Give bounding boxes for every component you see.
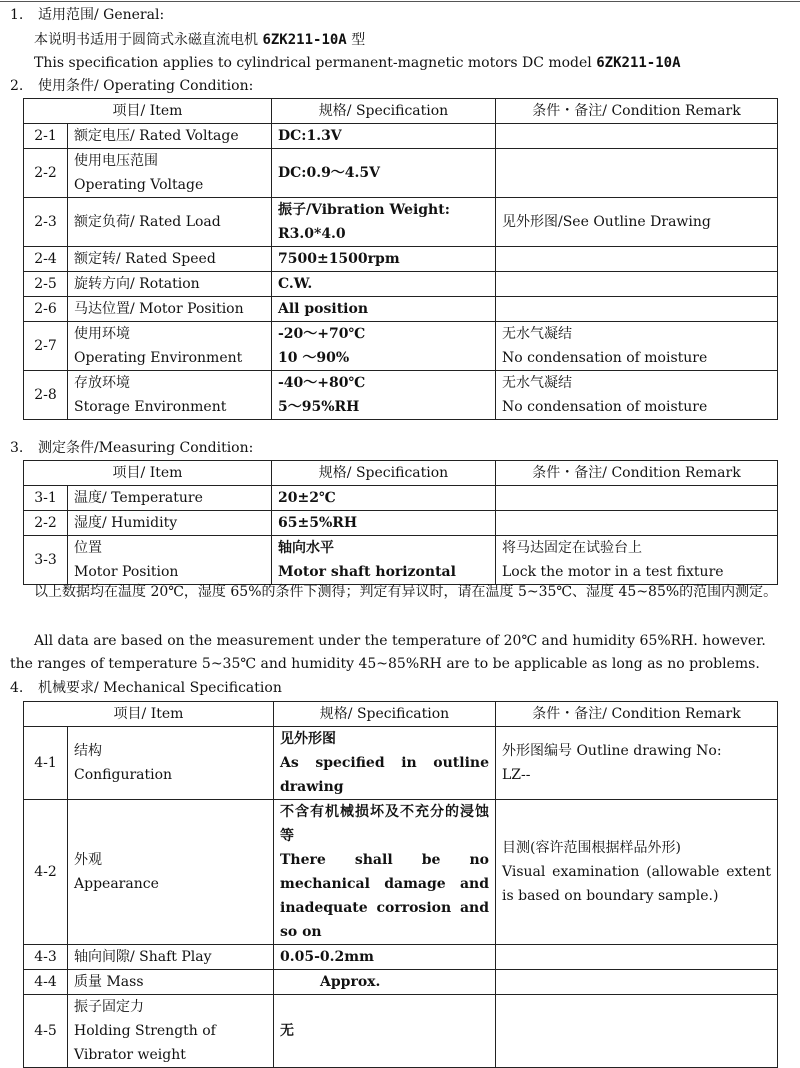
- cell-line: 旋转方向/ Rotation: [74, 276, 200, 292]
- section-4-heading: [10, 678, 282, 698]
- item-cell: [68, 198, 272, 247]
- cell-line: 马达位置/ Motor Position: [74, 301, 244, 317]
- item-cell: [68, 800, 274, 945]
- header-spec: 规格/ Specification: [272, 99, 496, 124]
- cell-line: As specified in outline drawing: [280, 755, 489, 795]
- cell-line: 额定电压/ Rated Voltage: [74, 128, 239, 144]
- item-cell: [68, 272, 272, 297]
- remark-cell: [496, 970, 778, 995]
- remark-cell: [496, 322, 778, 371]
- cell-line: Lock the motor in a test fixture: [502, 564, 724, 580]
- table-row: [24, 970, 778, 995]
- spec-cell: [274, 800, 496, 945]
- table-row: [24, 272, 778, 297]
- section-title: 机械要求/ Mechanical Specification: [38, 680, 282, 696]
- spec-cell: [272, 371, 496, 420]
- row-number-text: 4-1: [34, 755, 57, 771]
- table-row: [24, 371, 778, 420]
- cell-line: -20～+70℃: [278, 326, 366, 342]
- cell-line: Holding Strength of Vibrator weight: [74, 1023, 216, 1063]
- cell-line: 外观: [74, 852, 102, 868]
- spec-cell: [272, 198, 496, 247]
- section-number: 3.: [10, 440, 24, 456]
- remark-cell: [496, 124, 778, 149]
- note-en: All data are based on the measurement under the temperature of 20℃ and humidity 65%RH. however. the ranges of temperature 5~35℃ and humidity 45~85%RH are to be applicable as long as no problems.: [10, 633, 766, 672]
- row-number: [24, 322, 68, 371]
- header-item: 项目/ Item: [24, 702, 274, 727]
- section-1-heading: [10, 5, 164, 25]
- spec-cell: [274, 727, 496, 800]
- spec-cell: [272, 297, 496, 322]
- section-title: 适用范围/ General:: [38, 7, 165, 23]
- header-remark: 条件・备注/ Condition Remark: [496, 702, 778, 727]
- table-body: [24, 727, 778, 1068]
- cell-line: 5～95%RH: [278, 399, 360, 415]
- row-number-text: 4-4: [34, 974, 57, 990]
- spec-cell: [272, 322, 496, 371]
- table-row: [24, 486, 778, 511]
- item-cell: [68, 945, 274, 970]
- remark-cell: [496, 536, 778, 585]
- cell-line: Approx.: [320, 974, 381, 990]
- mechanical-spec-table: [23, 701, 778, 1068]
- cell-line: 额定转/ Rated Speed: [74, 251, 216, 267]
- remark-cell: [496, 995, 778, 1068]
- cell-line: DC:0.9～4.5V: [278, 165, 381, 181]
- cell-line: 质量 Mass: [74, 974, 144, 990]
- row-number-text: 2-8: [34, 387, 57, 403]
- item-cell: [68, 149, 272, 198]
- cell-line: Visual examination (allowable extent is based on boundary sample.): [502, 864, 771, 904]
- top-rule: [0, 1, 800, 2]
- table-header-row: [24, 702, 778, 727]
- row-number-text: 2-1: [34, 128, 57, 144]
- model-number: 6ZK211-10A: [596, 55, 681, 71]
- spec-cell: [274, 945, 496, 970]
- section-title: 使用条件/ Operating Condition:: [38, 78, 254, 94]
- item-cell: [68, 297, 272, 322]
- spec-cell: [272, 511, 496, 536]
- section-number: 1.: [10, 7, 24, 23]
- cell-line: 温度/ Temperature: [74, 490, 203, 506]
- table-header-row: [24, 99, 778, 124]
- spec-cell: [272, 124, 496, 149]
- section-3-heading: [10, 438, 253, 458]
- header-remark: 条件・备注/ Condition Remark: [496, 99, 778, 124]
- header-remark: 条件・备注/ Condition Remark: [496, 461, 778, 486]
- remark-cell: [496, 247, 778, 272]
- cell-line: DC:1.3V: [278, 128, 342, 144]
- row-number-text: 2-4: [34, 251, 57, 267]
- row-number: [24, 371, 68, 420]
- cell-line: 65±5%RH: [278, 515, 358, 531]
- cell-line: 20±2℃: [278, 490, 336, 506]
- section-title: 测定条件/Measuring Condition:: [38, 440, 254, 456]
- cell-line: 振子/Vibration Weight:: [278, 202, 450, 218]
- spec-cell: [272, 486, 496, 511]
- cell-line: 振子固定力: [74, 999, 144, 1015]
- remark-cell: [496, 149, 778, 198]
- row-number-text: 4-3: [34, 949, 57, 965]
- table-row: [24, 322, 778, 371]
- remark-cell: [496, 800, 778, 945]
- table-body: [24, 124, 778, 420]
- spec-cell: [274, 970, 496, 995]
- cell-line: 无水气凝结: [502, 326, 572, 342]
- cell-line: 将马达固定在试验台上: [502, 540, 642, 556]
- cell-line: 无: [280, 1023, 294, 1039]
- note-cn: 以上数据均在温度 20℃，湿度 65%的条件下测得；判定有异议时，请在温度 5~35℃、湿度 45~85%的范围内测定。: [34, 584, 778, 600]
- cell-line: 位置: [74, 540, 102, 556]
- table-body: [24, 486, 778, 585]
- spec-cell: [272, 272, 496, 297]
- item-cell: [68, 486, 272, 511]
- remark-cell: [496, 198, 778, 247]
- cell-line: There shall be no mechanical damage and inadequate corrosion and so on: [280, 852, 489, 940]
- row-number: [24, 198, 68, 247]
- spec-cell: [272, 536, 496, 585]
- row-number-text: 3-3: [34, 552, 57, 568]
- cell-line: Configuration: [74, 767, 173, 783]
- section-1-line-en: [34, 53, 681, 73]
- row-number-text: 4-5: [34, 1023, 57, 1039]
- cell-line: R3.0*4.0: [278, 226, 346, 242]
- table-row: [24, 995, 778, 1068]
- cell-line: 见外形图: [280, 731, 336, 747]
- item-cell: [68, 371, 272, 420]
- row-number: [24, 995, 68, 1068]
- cell-line: 存放环境: [74, 375, 130, 391]
- remark-cell: [496, 945, 778, 970]
- section-number: 4.: [10, 680, 24, 696]
- table-row: [24, 247, 778, 272]
- row-number: [24, 970, 68, 995]
- text: 型: [351, 32, 366, 48]
- cell-line: 不含有机械损坏及不充分的浸蚀等: [280, 804, 489, 844]
- section-number: 2.: [10, 78, 24, 94]
- cell-line: 额定负荷/ Rated Load: [74, 214, 221, 230]
- row-number-text: 2-2: [34, 165, 57, 181]
- cell-line: LZ--: [502, 767, 531, 783]
- item-cell: [68, 970, 274, 995]
- cell-line: Operating Environment: [74, 350, 243, 366]
- table-row: [24, 727, 778, 800]
- remark-cell: [496, 511, 778, 536]
- cell-line: 湿度/ Humidity: [74, 515, 178, 531]
- table-row: [24, 124, 778, 149]
- row-number-text: 2-5: [34, 276, 57, 292]
- row-number: [24, 727, 68, 800]
- item-cell: [68, 995, 274, 1068]
- table-row: [24, 511, 778, 536]
- text: This specification applies to cylindrical permanent-magnetic motors DC model: [34, 55, 592, 71]
- row-number: [24, 486, 68, 511]
- row-number-text: 2-7: [34, 338, 57, 354]
- cell-line: 无水气凝结: [502, 375, 572, 391]
- remark-cell: [496, 371, 778, 420]
- table-row: [24, 945, 778, 970]
- cell-line: Motor Position: [74, 564, 179, 580]
- row-number: [24, 800, 68, 945]
- header-item: 项目/ Item: [24, 461, 272, 486]
- cell-line: 0.05-0.2mm: [280, 949, 374, 965]
- row-number: [24, 124, 68, 149]
- cell-line: Motor shaft horizontal: [278, 564, 456, 580]
- header-spec: 规格/ Specification: [272, 461, 496, 486]
- cell-line: 目测(容许范围根据样品外形): [502, 840, 681, 856]
- header-item: 项目/ Item: [24, 99, 272, 124]
- row-number-text: 4-2: [34, 864, 57, 880]
- cell-line: 轴向水平: [278, 540, 334, 556]
- spec-cell: [272, 149, 496, 198]
- table-row: [24, 536, 778, 585]
- cell-line: 使用电压范围: [74, 153, 158, 169]
- cell-line: All position: [278, 301, 369, 317]
- cell-line: 轴向间隙/ Shaft Play: [74, 949, 212, 965]
- cell-line: 结构: [74, 743, 102, 759]
- item-cell: [68, 536, 272, 585]
- row-number-text: 3-1: [34, 490, 57, 506]
- table-header-row: [24, 461, 778, 486]
- row-number-text: 2-3: [34, 214, 57, 230]
- row-number: [24, 536, 68, 585]
- measuring-condition-table: [23, 460, 778, 585]
- cell-line: C.W.: [278, 276, 313, 292]
- table-row: [24, 297, 778, 322]
- remark-cell: [496, 297, 778, 322]
- cell-line: 7500±1500rpm: [278, 251, 400, 267]
- model-number: 6ZK211-10A: [262, 32, 347, 48]
- cell-line: Storage Environment: [74, 399, 227, 415]
- cell-line: No condensation of moisture: [502, 399, 708, 415]
- cell-line: No condensation of moisture: [502, 350, 708, 366]
- cell-line: Appearance: [74, 876, 159, 892]
- section-1-line-cn: [34, 30, 365, 50]
- row-number: [24, 297, 68, 322]
- cell-line: -40～+80℃: [278, 375, 366, 391]
- row-number: [24, 945, 68, 970]
- cell-line: Operating Voltage: [74, 177, 204, 193]
- item-cell: [68, 247, 272, 272]
- spec-cell: [274, 995, 496, 1068]
- text: 本说明书适用于圆筒式永磁直流电机: [34, 32, 258, 48]
- cell-line: 使用环境: [74, 326, 130, 342]
- operating-condition-table: [23, 98, 778, 420]
- row-number-text: 2-6: [34, 301, 57, 317]
- table-row: [24, 149, 778, 198]
- cell-line: 见外形图/See Outline Drawing: [502, 214, 711, 230]
- item-cell: [68, 511, 272, 536]
- remark-cell: [496, 727, 778, 800]
- row-number: [24, 149, 68, 198]
- spec-cell: [272, 247, 496, 272]
- section-2-heading: [10, 76, 253, 96]
- item-cell: [68, 322, 272, 371]
- row-number: [24, 272, 68, 297]
- item-cell: [68, 727, 274, 800]
- row-number: [24, 247, 68, 272]
- remark-cell: [496, 486, 778, 511]
- row-number: [24, 511, 68, 536]
- table-row: [24, 800, 778, 945]
- remark-cell: [496, 272, 778, 297]
- table-row: [24, 198, 778, 247]
- cell-line: 10 ～90%: [278, 350, 350, 366]
- header-spec: 规格/ Specification: [274, 702, 496, 727]
- item-cell: [68, 124, 272, 149]
- cell-line: 外形图编号 Outline drawing No:: [502, 743, 722, 759]
- row-number-text: 2-2: [34, 515, 57, 531]
